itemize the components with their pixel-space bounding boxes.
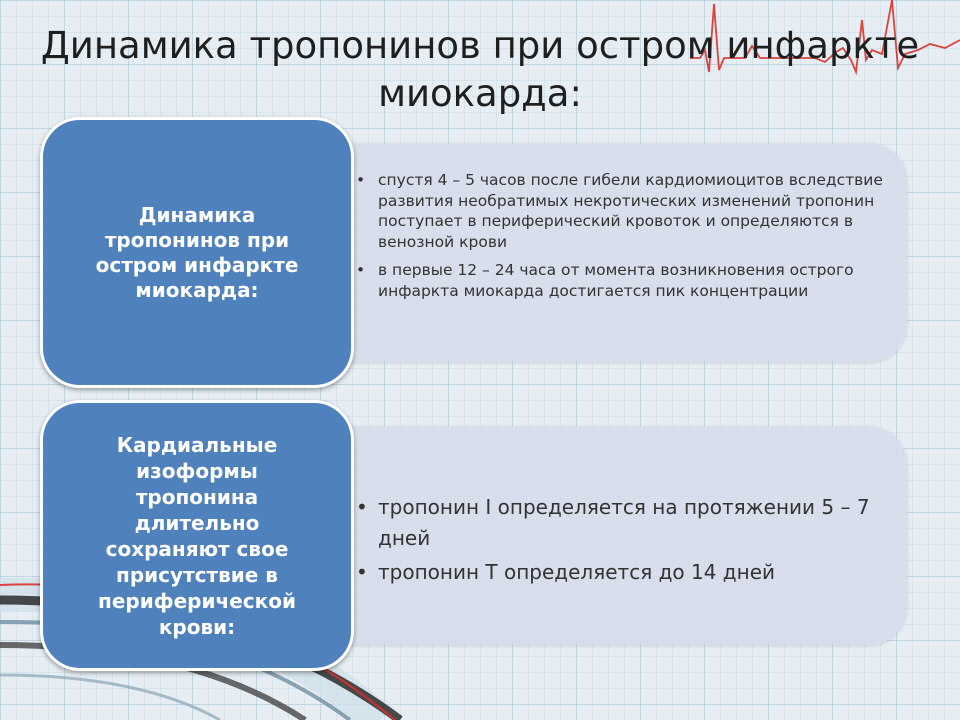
- block-2-label-line: крови:: [158, 614, 236, 639]
- block-2-label-line: тропонина: [135, 484, 259, 509]
- block-1-bullet-item: • в первые 12 – 24 часа от момента возникновения острого инфаркта миокарда достигается пик концентрации: [356, 260, 886, 301]
- block-1-label-line: остром инфаркте: [95, 252, 299, 277]
- block-1-label: [40, 117, 354, 388]
- block-2-label-line: длительно: [134, 510, 260, 535]
- slide-title-line-1: Динамика тропонинов при остром инфаркте: [40, 24, 920, 67]
- block-2-bullet-item: • тропонин T определяется до 14 дней: [356, 557, 896, 588]
- block-2-label-line: периферической: [98, 588, 296, 613]
- block-1-bullet-list: [356, 170, 886, 309]
- block-2-label-line: Кардиальные: [116, 432, 278, 457]
- block-2-bullet-list: [356, 492, 896, 591]
- slide-title-line-2: миокарда:: [378, 72, 582, 115]
- block-2-label-line: изоформы: [136, 458, 258, 483]
- slide-title: [40, 22, 920, 118]
- block-1-label-line: тропонинов при: [104, 227, 290, 252]
- block-2-bullet-item: • тропонин I определяется на протяжении 5 – 7 дней: [356, 492, 896, 554]
- block-2-label-line: присутствие в: [116, 562, 278, 587]
- block-1-bullet-item: • спустя 4 – 5 часов после гибели кардиомиоцитов вследствие развития необратимых некротических изменений тропонин поступает в периферический кровоток и определяются в венозной крови: [356, 170, 886, 252]
- block-1-label-line: миокарда:: [135, 277, 259, 302]
- block-1-label-line: Динамика: [138, 202, 256, 227]
- block-2-label: [40, 400, 354, 671]
- block-2-label-line: сохраняют свое: [105, 536, 289, 561]
